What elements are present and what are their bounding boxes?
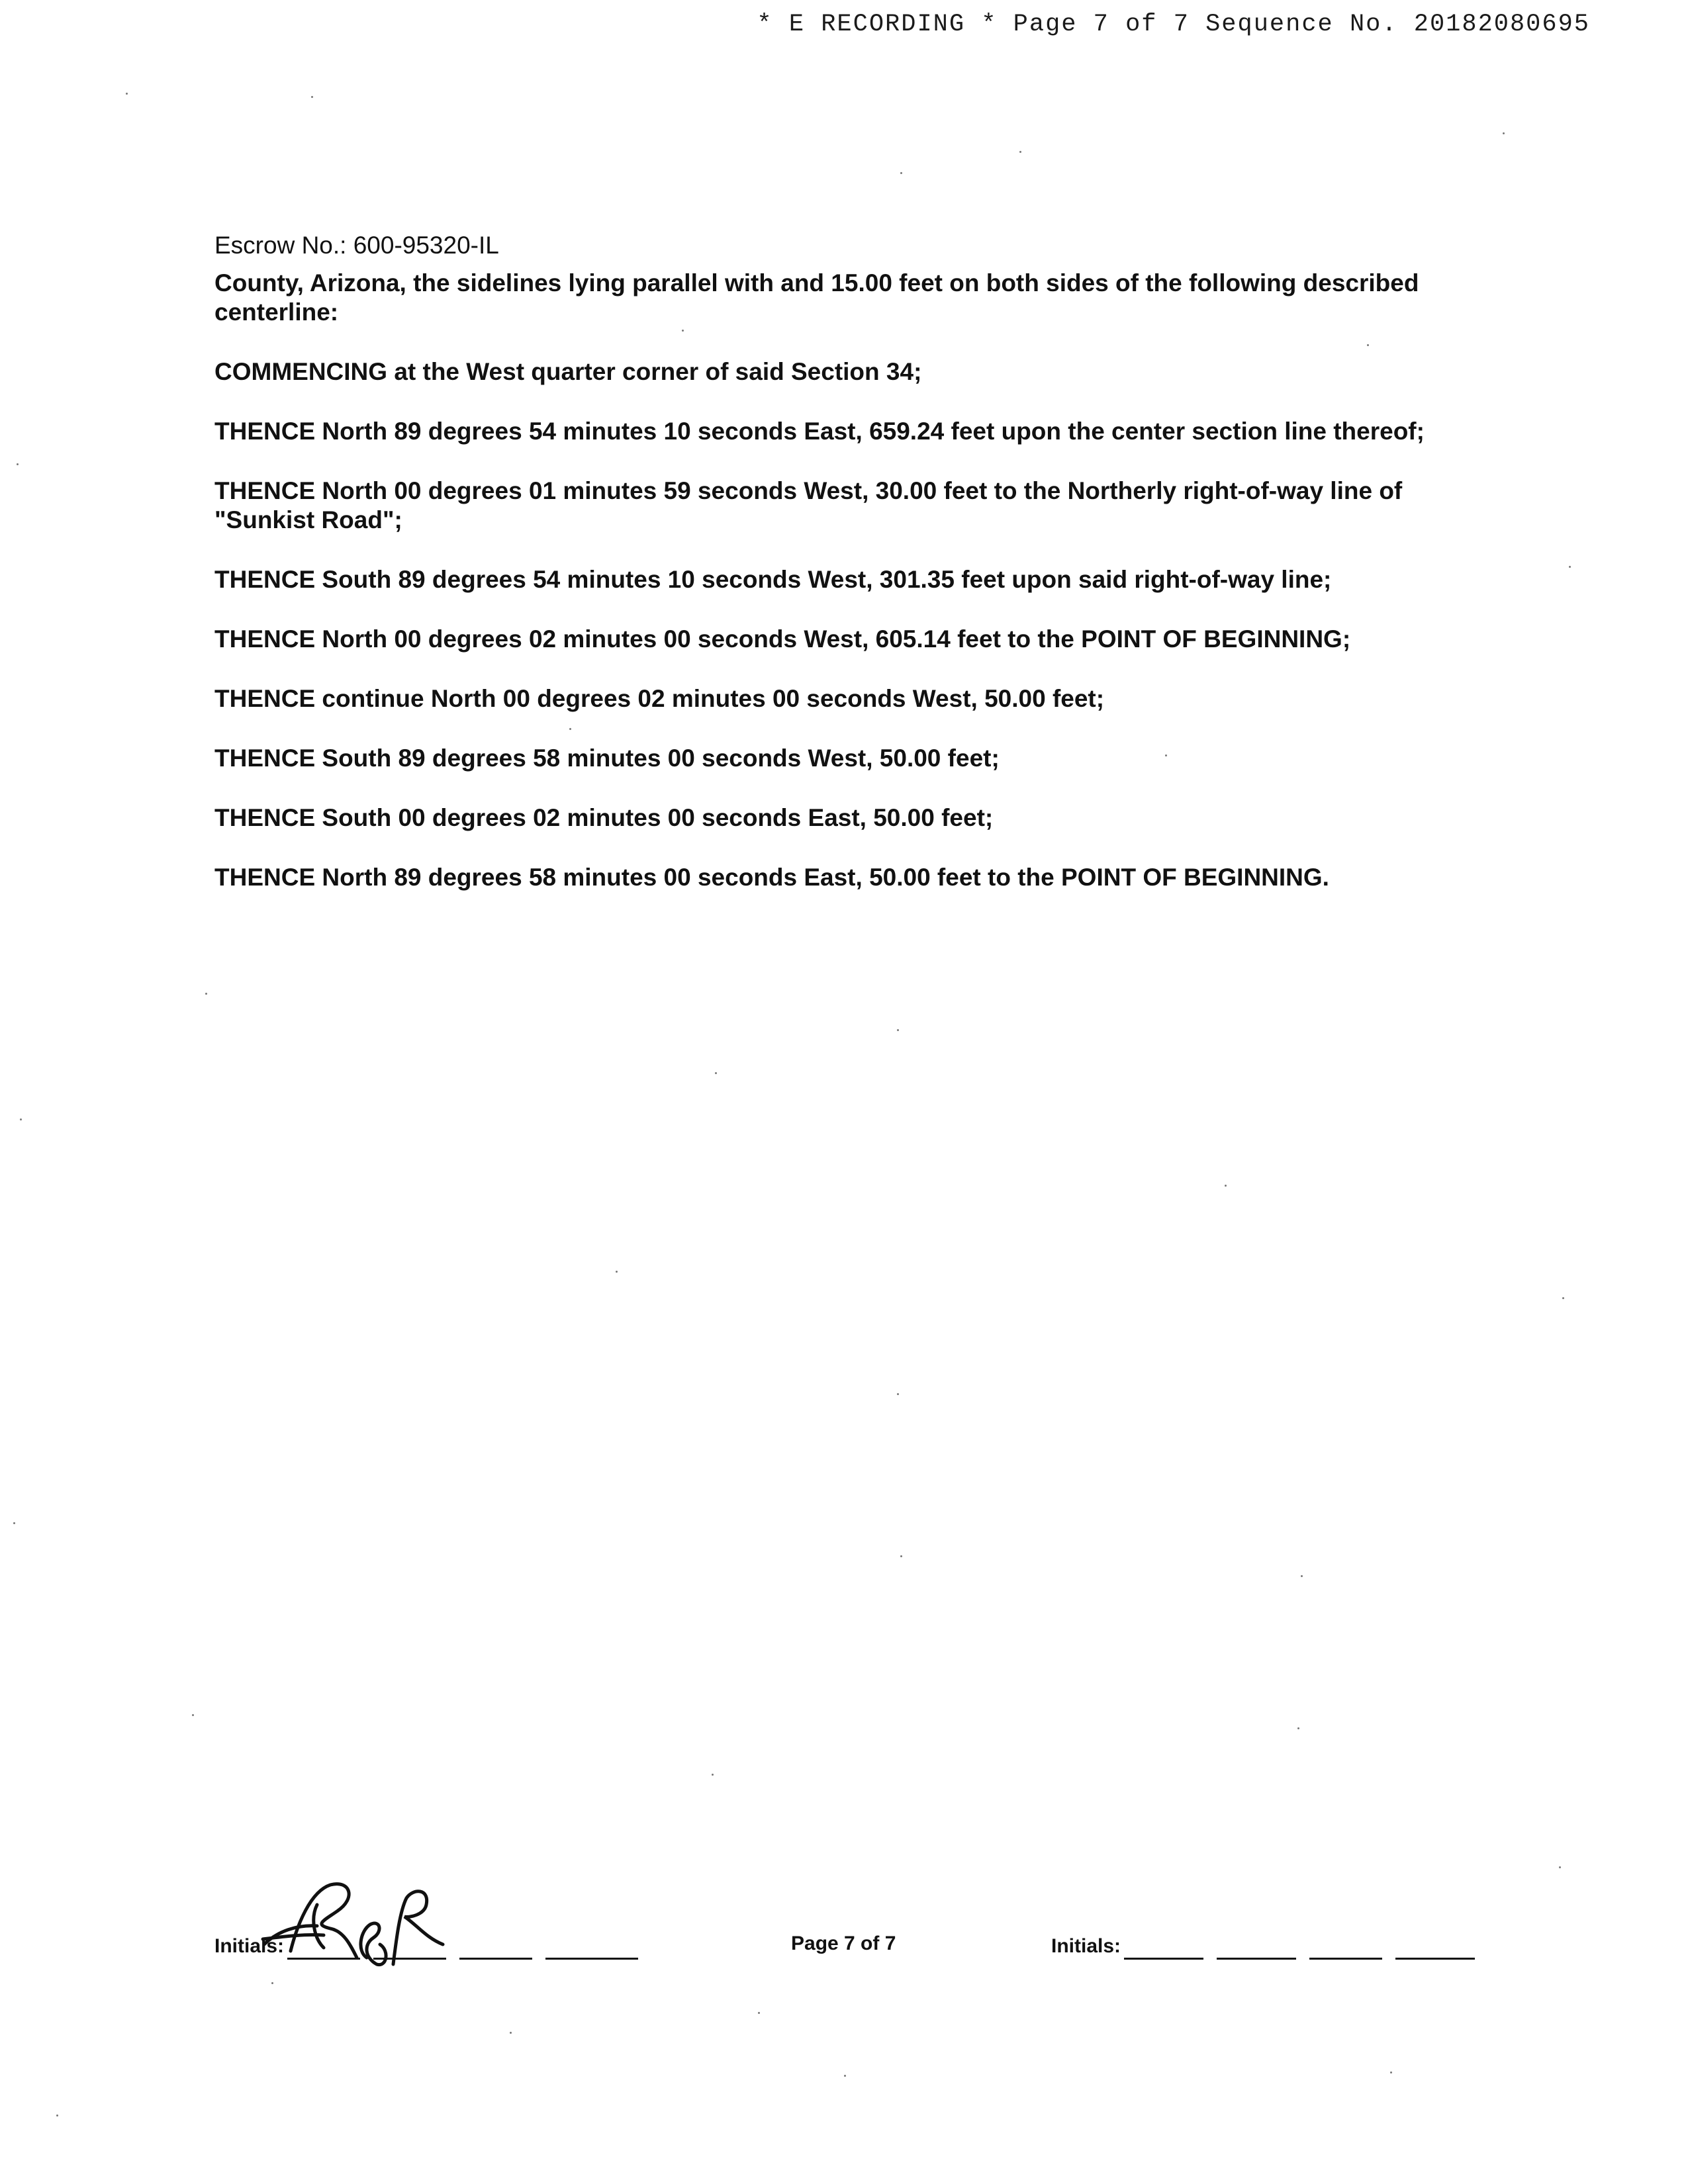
scan-speck <box>1569 566 1571 568</box>
initials-blank <box>459 1958 532 1960</box>
scan-speck <box>682 330 684 332</box>
scan-speck <box>271 1982 273 1984</box>
scan-speck <box>1301 1575 1303 1577</box>
paragraph-commencing: COMMENCING at the West quarter corner of said Section 34; <box>214 358 922 385</box>
initials-blank <box>545 1958 638 1960</box>
page-number: Page 7 of 7 <box>791 1933 896 1954</box>
scan-speck <box>1562 1297 1564 1299</box>
scan-speck <box>311 96 313 98</box>
paragraph-thence-6: THENCE South 89 degrees 58 minutes 00 seconds West, 50.00 feet; <box>214 745 1000 772</box>
initials-blank <box>1395 1958 1475 1960</box>
scan-speck <box>1225 1185 1227 1187</box>
paragraph-thence-7: THENCE South 00 degrees 02 minutes 00 seconds East, 50.00 feet; <box>214 804 994 831</box>
scan-speck <box>897 1029 899 1031</box>
scan-speck <box>1367 344 1369 346</box>
scan-speck <box>1390 2071 1392 2073</box>
initials-left-block <box>214 1925 638 1964</box>
scan-speck <box>1503 132 1505 134</box>
scan-speck <box>192 1714 194 1716</box>
recording-stamp: * E RECORDING * Page 7 of 7 Sequence No. 20182080695 <box>757 11 1590 38</box>
initials-blank <box>1217 1958 1296 1960</box>
scan-speck <box>20 1118 22 1120</box>
scan-speck <box>900 1555 902 1557</box>
legal-description <box>214 269 1459 923</box>
scan-speck <box>510 2032 512 2034</box>
scan-speck <box>13 1522 15 1524</box>
paragraph-county-sidelines: County, Arizona, the sidelines lying parallel with and 15.00 feet on both sides of the following described centerline: <box>214 269 1419 326</box>
initials-left-label: Initials: <box>214 1935 285 1957</box>
initials-blank <box>1309 1958 1382 1960</box>
scan-speck <box>569 728 571 730</box>
scan-speck <box>712 1774 714 1776</box>
paragraph-thence-5: THENCE continue North 00 degrees 02 minutes 00 seconds West, 50.00 feet; <box>214 685 1105 712</box>
scan-speck <box>1297 1727 1299 1729</box>
escrow-number: Escrow No.: 600-95320-IL <box>214 232 499 259</box>
initials-right-label: Initials: <box>1051 1935 1121 1957</box>
scan-speck <box>616 1271 618 1273</box>
scan-speck <box>1165 754 1167 756</box>
scan-speck <box>758 2012 760 2014</box>
scan-speck <box>1559 1866 1561 1868</box>
paragraph-thence-2: THENCE North 00 degrees 01 minutes 59 seconds West, 30.00 feet to the Northerly right-of-way line of "Sunkist Road"; <box>214 477 1403 533</box>
paragraph-thence-1: THENCE North 89 degrees 54 minutes 10 seconds East, 659.24 feet upon the center section line thereof; <box>214 418 1425 445</box>
scan-speck <box>897 1393 899 1395</box>
initials-right-block <box>1051 1925 1475 1964</box>
scan-speck <box>844 2075 846 2077</box>
scan-speck <box>205 993 207 995</box>
scan-speck <box>56 2115 58 2116</box>
scan-speck <box>1019 151 1021 153</box>
scan-speck <box>900 172 902 174</box>
paragraph-thence-4: THENCE North 00 degrees 02 minutes 00 seconds West, 605.14 feet to the POINT OF BEGINNING; <box>214 625 1351 653</box>
paragraph-thence-8: THENCE North 89 degrees 58 minutes 00 seconds East, 50.00 feet to the POINT OF BEGINNING. <box>214 864 1329 891</box>
paragraph-thence-3: THENCE South 89 degrees 54 minutes 10 seconds West, 301.35 feet upon said right-of-way line; <box>214 566 1332 593</box>
initials-blank <box>1124 1958 1203 1960</box>
handwritten-initials-signature <box>251 1865 449 1971</box>
scan-speck <box>715 1072 717 1074</box>
scan-speck <box>17 463 19 465</box>
scan-speck <box>126 93 128 95</box>
